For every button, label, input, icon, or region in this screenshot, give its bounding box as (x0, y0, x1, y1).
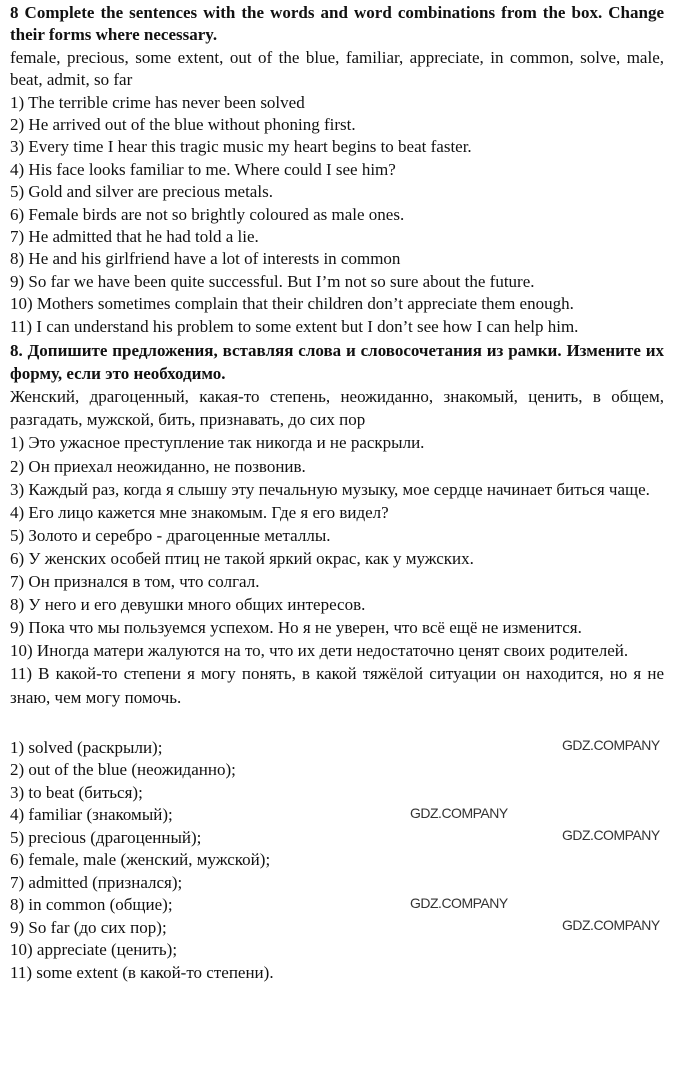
answer: 1) solved (раскрыли); (10, 737, 163, 757)
answer: 6) female, male (женский, мужской); (10, 850, 271, 870)
answer: 3) to beat (биться); (10, 782, 143, 802)
sentence: 9) Пока что мы пользуемся успехом. Но я не уверен, что всё ещё не изменится. (10, 618, 582, 638)
english-exercise (10, 2, 664, 338)
answer: 10) appreciate (ценить); (10, 940, 178, 960)
sentence: 3) Every time I hear this tragic music my heart begins to beat faster. (10, 137, 472, 157)
sentence: 7) Он признался в том, что солгал. (10, 572, 260, 592)
watermark: GDZ.COMPANY (562, 916, 660, 933)
sentence: 8) He and his girlfriend have a lot of interests in common (10, 249, 401, 269)
answer: 8) in common (общие); (10, 895, 173, 915)
answer: 2) out of the blue (неожиданно); (10, 760, 236, 780)
sentence: 4) Его лицо кажется мне знакомым. Где я его видел? (10, 502, 389, 522)
watermark: GDZ.COMPANY (562, 736, 660, 753)
sentence: 6) У женских особей птиц не такой яркий окрас, как у мужских. (10, 548, 474, 568)
watermark: GDZ.COMPANY (562, 826, 660, 843)
sentence: 2) He arrived out of the blue without phoning first. (10, 115, 356, 135)
sentence: 10) Mothers sometimes complain that their children don’t appreciate them enough. (10, 294, 574, 314)
sentence: 5) Gold and silver are precious metals. (10, 182, 273, 202)
exercise-heading: 8 Complete the sentences with the words and word combinations from the box. Change their forms where necessary. (10, 3, 664, 45)
sentence: 11) I can understand his problem to some extent but I don’t see how I can help him. (10, 316, 579, 336)
watermark: GDZ.COMPANY (410, 894, 508, 911)
sentence: 11) В какой-то степени я могу понять, в какой тяжёлой ситуации он находится, но я не знаю, чем могу помочь. (10, 664, 664, 707)
answer: 4) familiar (знакомый); (10, 805, 173, 825)
sentence: 5) Золото и серебро - драгоценные металлы. (10, 525, 331, 545)
sentence: 1) Это ужасное преступление так никогда и не раскрыли. (10, 433, 425, 453)
watermark: GDZ.COMPANY (410, 804, 508, 821)
answer-list (10, 737, 664, 985)
exercise-heading: 8. Допишите предложения, вставляя слова и словосочетания из рамки. Измените их форму, если это необходимо. (10, 341, 664, 384)
sentence: 6) Female birds are not so brightly coloured as male ones. (10, 204, 405, 224)
sentence: 3) Каждый раз, когда я слышу эту печальную музыку, мое сердце начинает биться чаще. (10, 479, 650, 499)
sentence: 1) The terrible crime has never been solved (10, 92, 305, 112)
document-page (10, 2, 664, 984)
answer: 9) So far (до сих пор); (10, 917, 167, 937)
answer: 11) some extent (в какой-то степени). (10, 962, 274, 982)
sentence: 9) So far we have been quite successful. But I’m not so sure about the future. (10, 271, 535, 291)
russian-exercise (10, 339, 664, 709)
word-box: Женский, драгоценный, какая-то степень, неожиданно, знакомый, ценить, в общем, разгадать, мужской, бить, признавать, до сих пор (10, 387, 664, 430)
sentence: 8) У него и его девушки много общих интересов. (10, 595, 366, 615)
sentence: 4) His face looks familiar to me. Where could I see him? (10, 159, 396, 179)
sentence: 2) Он приехал неожиданно, не позвонив. (10, 456, 306, 476)
sentence: 10) Иногда матери жалуются на то, что их дети недостаточно ценят своих родителей. (10, 641, 629, 661)
word-box: female, precious, some extent, out of the blue, familiar, appreciate, in common, solve, male, beat, admit, so far (10, 47, 664, 90)
sentence: 7) He admitted that he had told a lie. (10, 227, 259, 247)
answer: 5) precious (драгоценный); (10, 827, 202, 847)
answer: 7) admitted (признался); (10, 872, 183, 892)
